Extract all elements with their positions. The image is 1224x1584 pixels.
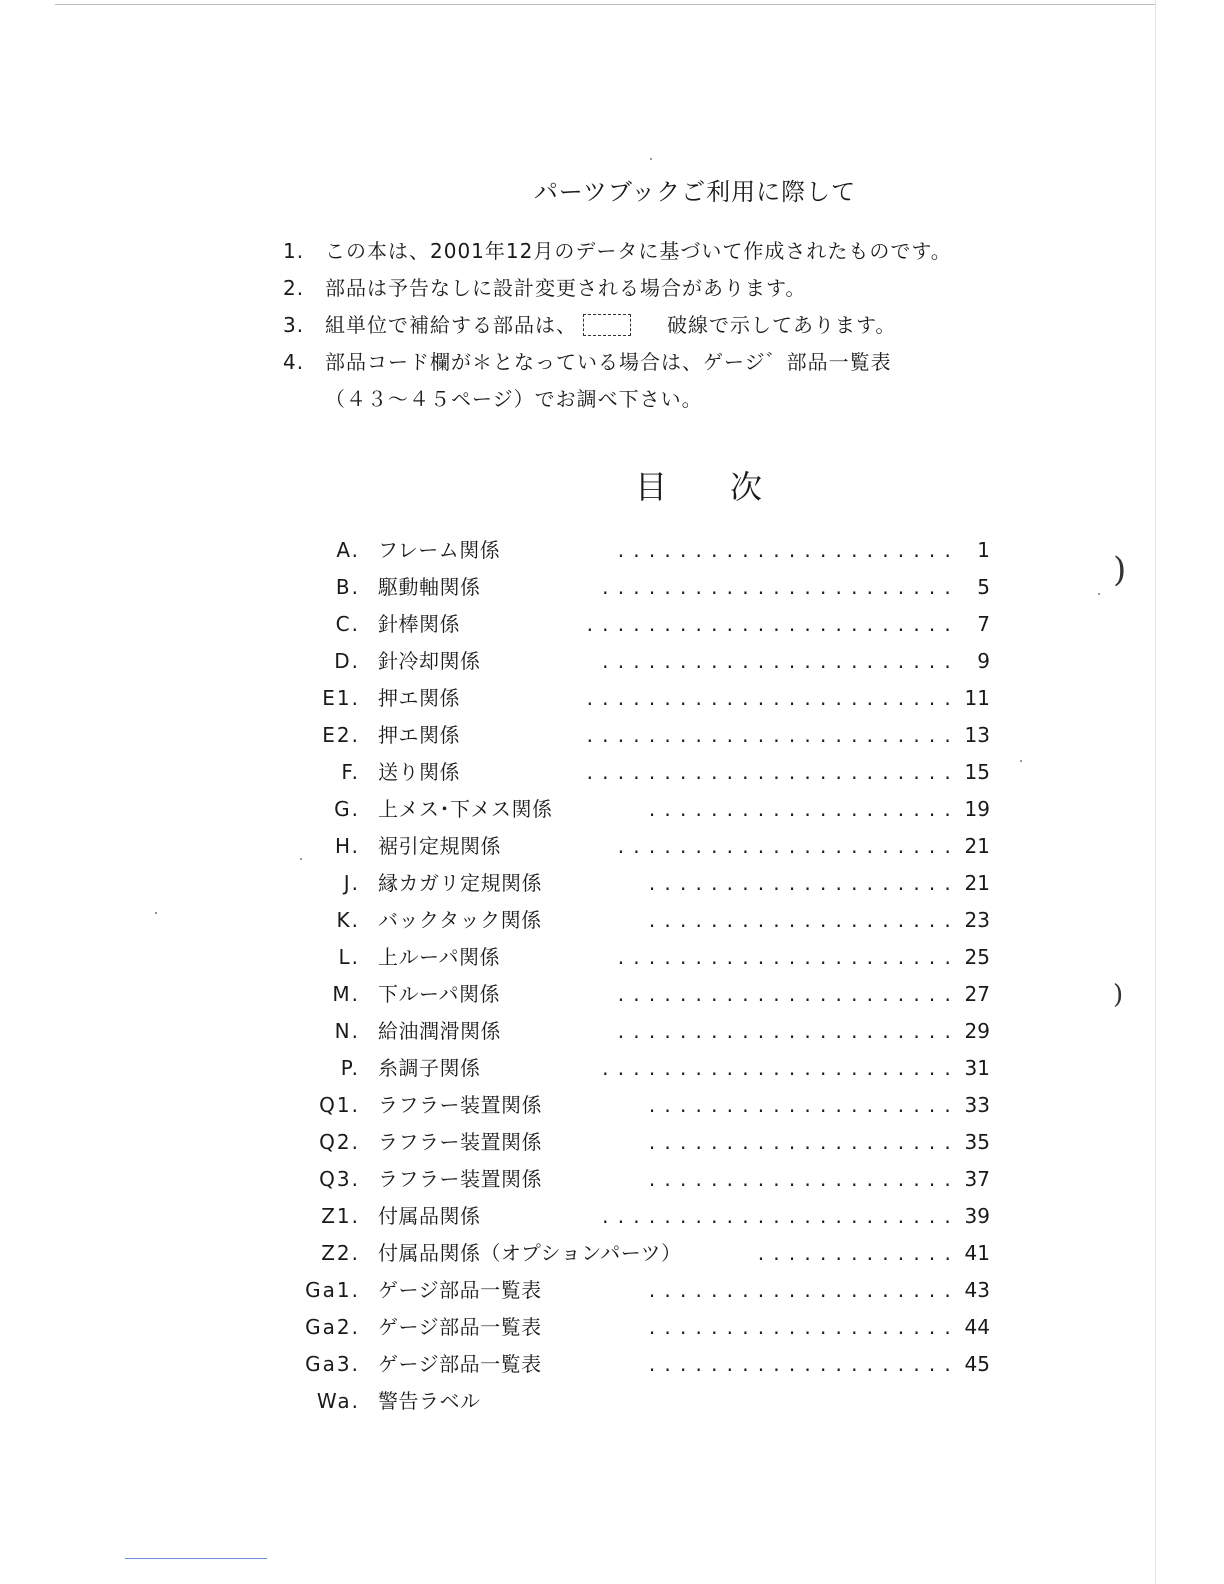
toc-entry-label: 糸調子関係 (378, 1056, 481, 1080)
toc-entry-code: E2. (322, 723, 360, 747)
toc-entry-code: N. (334, 1019, 360, 1043)
toc-leader-dots: .................... (648, 1167, 960, 1191)
toc-leader-dots: ........................ (586, 723, 960, 747)
note-text: この本は、2001年12月のデータに基づいて作成されたものです。 (325, 239, 952, 263)
toc-entry-page: 43 (964, 1278, 990, 1302)
note-item (283, 307, 1003, 344)
toc-entry-label: 裾引定規関係 (378, 834, 501, 858)
scan-top-edge (55, 4, 1155, 5)
toc-entry-label: バックタック関係 (378, 908, 542, 932)
margin-paren-mark: ) (1113, 550, 1127, 590)
toc-entry-label: 押エ関係 (378, 686, 460, 710)
toc-entry (300, 1050, 1000, 1087)
toc-entry-label: 縁カガリ定規関係 (378, 871, 542, 895)
toc-entry-page: 44 (964, 1315, 990, 1339)
toc-entry-label: 針冷却関係 (378, 649, 481, 673)
toc-entry (300, 532, 1000, 569)
note-text: （４３～４５ページ）でお調べ下さい。 (325, 387, 703, 411)
toc-entry-page: 21 (964, 834, 990, 858)
toc-entry (300, 754, 1000, 791)
toc-entry-label: ゲージ部品一覧表 (378, 1352, 542, 1376)
note-text: 組単位で補給する部品は、 (325, 313, 577, 337)
toc-entry (300, 791, 1000, 828)
toc-entry-label: 駆動軸関係 (378, 575, 481, 599)
toc-leader-dots: .................... (648, 1315, 960, 1339)
note-number: 2. (283, 276, 305, 300)
toc-entry (300, 865, 1000, 902)
toc-entry-page: 37 (964, 1167, 990, 1191)
toc-entry-label: 付属品関係 (378, 1204, 481, 1228)
toc-entry-page: 29 (964, 1019, 990, 1043)
toc-entry (300, 717, 1000, 754)
toc-entry-page: 5 (977, 575, 990, 599)
toc-entry (300, 606, 1000, 643)
toc-entry-code: Z1. (321, 1204, 360, 1228)
toc-entry (300, 1235, 1000, 1272)
toc-entry-page: 15 (964, 760, 990, 784)
scan-speck (1098, 593, 1100, 595)
toc-leader-dots: ...................... (617, 1019, 960, 1043)
toc-entry-label: 上ルーパ関係 (378, 945, 500, 969)
toc-entry-page: 31 (964, 1056, 990, 1080)
toc-entry-code: B. (335, 575, 360, 599)
toc-entry-label: ラフラー装置関係 (378, 1093, 542, 1117)
toc-entry-page: 21 (964, 871, 990, 895)
toc-entry-page: 33 (964, 1093, 990, 1117)
usage-notes (283, 233, 1003, 418)
toc-entry-label: 警告ラベル (378, 1389, 481, 1413)
toc-leader-dots: ...................... (617, 834, 960, 858)
note-item (283, 381, 1003, 418)
toc-entry-code: Ga3. (305, 1352, 360, 1376)
toc-entry-page: 19 (964, 797, 990, 821)
note-number: 1. (283, 239, 305, 263)
toc-entry (300, 1124, 1000, 1161)
scan-speck (155, 912, 157, 914)
toc-entry-label: 針棒関係 (378, 612, 460, 636)
dashed-box-symbol (583, 314, 631, 336)
toc-leader-dots: ...................... (617, 538, 960, 562)
toc-entry-label: 押エ関係 (378, 723, 460, 747)
toc-entry (300, 569, 1000, 606)
toc-entry-label: 付属品関係（オプションパーツ） (378, 1241, 682, 1265)
toc-entry-code: Ga1. (305, 1278, 360, 1302)
toc-leader-dots: .................... (648, 1352, 960, 1376)
toc-entry-code: K. (336, 908, 360, 932)
toc-entry-code: M. (332, 982, 360, 1006)
toc-entry-page: 7 (977, 612, 990, 636)
toc-entry (300, 976, 1000, 1013)
note-item (283, 233, 1003, 270)
toc-leader-dots: ...................... (617, 982, 960, 1006)
toc-leader-dots: ........................ (586, 612, 960, 636)
toc-leader-dots: .................... (648, 908, 960, 932)
toc-entry (300, 1013, 1000, 1050)
toc-entry-label: 送り関係 (378, 760, 460, 784)
note-number: 4. (283, 350, 305, 374)
toc-entry (300, 1272, 1000, 1309)
toc-entry-label: 下ルーパ関係 (378, 982, 500, 1006)
toc-entry-code: J. (343, 871, 360, 895)
toc-entry-label: 給油潤滑関係 (378, 1019, 501, 1043)
toc-entry-label: ゲージ部品一覧表 (378, 1315, 542, 1339)
scan-right-edge (1155, 0, 1156, 1584)
toc-leader-dots: .................... (648, 1130, 960, 1154)
toc-entry (300, 1198, 1000, 1235)
toc-entry-label: フレーム関係 (378, 538, 501, 562)
toc-entry-code: P. (340, 1056, 360, 1080)
toc-entry (300, 902, 1000, 939)
toc-entry-label: ゲージ部品一覧表 (378, 1278, 542, 1302)
toc-entry-page: 25 (964, 945, 990, 969)
toc-entry (300, 1087, 1000, 1124)
toc-entry-code: C. (335, 612, 360, 636)
toc-leader-dots: ........................ (586, 686, 960, 710)
toc-entry-page: 11 (964, 686, 990, 710)
toc-entry-page: 23 (964, 908, 990, 932)
toc-entry-label: ラフラー装置関係 (378, 1167, 542, 1191)
toc-leader-dots: ....................... (602, 1204, 960, 1228)
toc-leader-dots: ............. (757, 1241, 960, 1265)
toc-leader-dots: .................... (648, 797, 960, 821)
note-item (283, 270, 1003, 307)
note-text: 部品は予告なしに設計変更される場合があります。 (325, 276, 807, 300)
toc-entry (300, 1346, 1000, 1383)
scan-underline-mark (125, 1558, 267, 1559)
toc-entry-page: 45 (964, 1352, 990, 1376)
toc-leader-dots: ........................ (586, 760, 960, 784)
toc-entry-page: 9 (977, 649, 990, 673)
toc-entry-code: D. (334, 649, 360, 673)
toc-entry-page: 35 (964, 1130, 990, 1154)
toc-leader-dots: .................... (648, 871, 960, 895)
toc-entry (300, 828, 1000, 865)
scan-speck (1020, 760, 1022, 762)
toc-leader-dots: ....................... (602, 649, 960, 673)
toc-entry-code: A. (336, 538, 360, 562)
note-text: 破線で示してあります。 (667, 313, 897, 337)
toc-leader-dots: ...................... (617, 945, 960, 969)
toc-entry-code: Z2. (321, 1241, 360, 1265)
toc-entry-code: G. (334, 797, 360, 821)
note-item (283, 344, 1003, 381)
toc-leader-dots: .................... (648, 1093, 960, 1117)
toc-entry-code: Wa. (316, 1389, 360, 1413)
toc-heading (635, 462, 763, 508)
toc-entry-code: E1. (322, 686, 360, 710)
toc-leader-dots: ....................... (602, 1056, 960, 1080)
toc-heading-char: 目 (635, 468, 668, 506)
toc-entry-code: H. (334, 834, 360, 858)
note-text: 部品コード欄が＊となっている場合は、ゲージ゛部品一覧表 (325, 350, 892, 374)
toc-entry-page: 1 (977, 538, 990, 562)
toc-entry-page: 27 (964, 982, 990, 1006)
note-number: 3. (283, 313, 305, 337)
margin-paren-mark: ) (1113, 980, 1124, 1010)
toc-entry-code: Ga2. (305, 1315, 360, 1339)
toc-entry-page: 39 (964, 1204, 990, 1228)
toc-entry-code: Q2. (319, 1130, 360, 1154)
toc-entry-code: Q3. (319, 1167, 360, 1191)
toc-entry (300, 643, 1000, 680)
toc-leader-dots: .................... (648, 1278, 960, 1302)
toc-entry (300, 1309, 1000, 1346)
scan-speck (650, 158, 652, 160)
toc-leader-dots: ....................... (602, 575, 960, 599)
toc-entry-code: Q1. (319, 1093, 360, 1117)
toc-entry (300, 1161, 1000, 1198)
toc-entry-label: ラフラー装置関係 (378, 1130, 542, 1154)
toc-entry-page: 13 (964, 723, 990, 747)
toc-entry (300, 1383, 1000, 1420)
page-title: パーツブックご利用に際して (533, 178, 857, 206)
toc-entry-label: 上メス･下メス関係 (378, 797, 553, 821)
toc-entry-page: 41 (964, 1241, 990, 1265)
toc-heading-char: 次 (730, 468, 763, 506)
toc-entry (300, 939, 1000, 976)
toc-entry (300, 680, 1000, 717)
toc-entry-code: F. (341, 760, 360, 784)
toc-entry-code: L. (338, 945, 360, 969)
table-of-contents (300, 532, 1000, 1420)
